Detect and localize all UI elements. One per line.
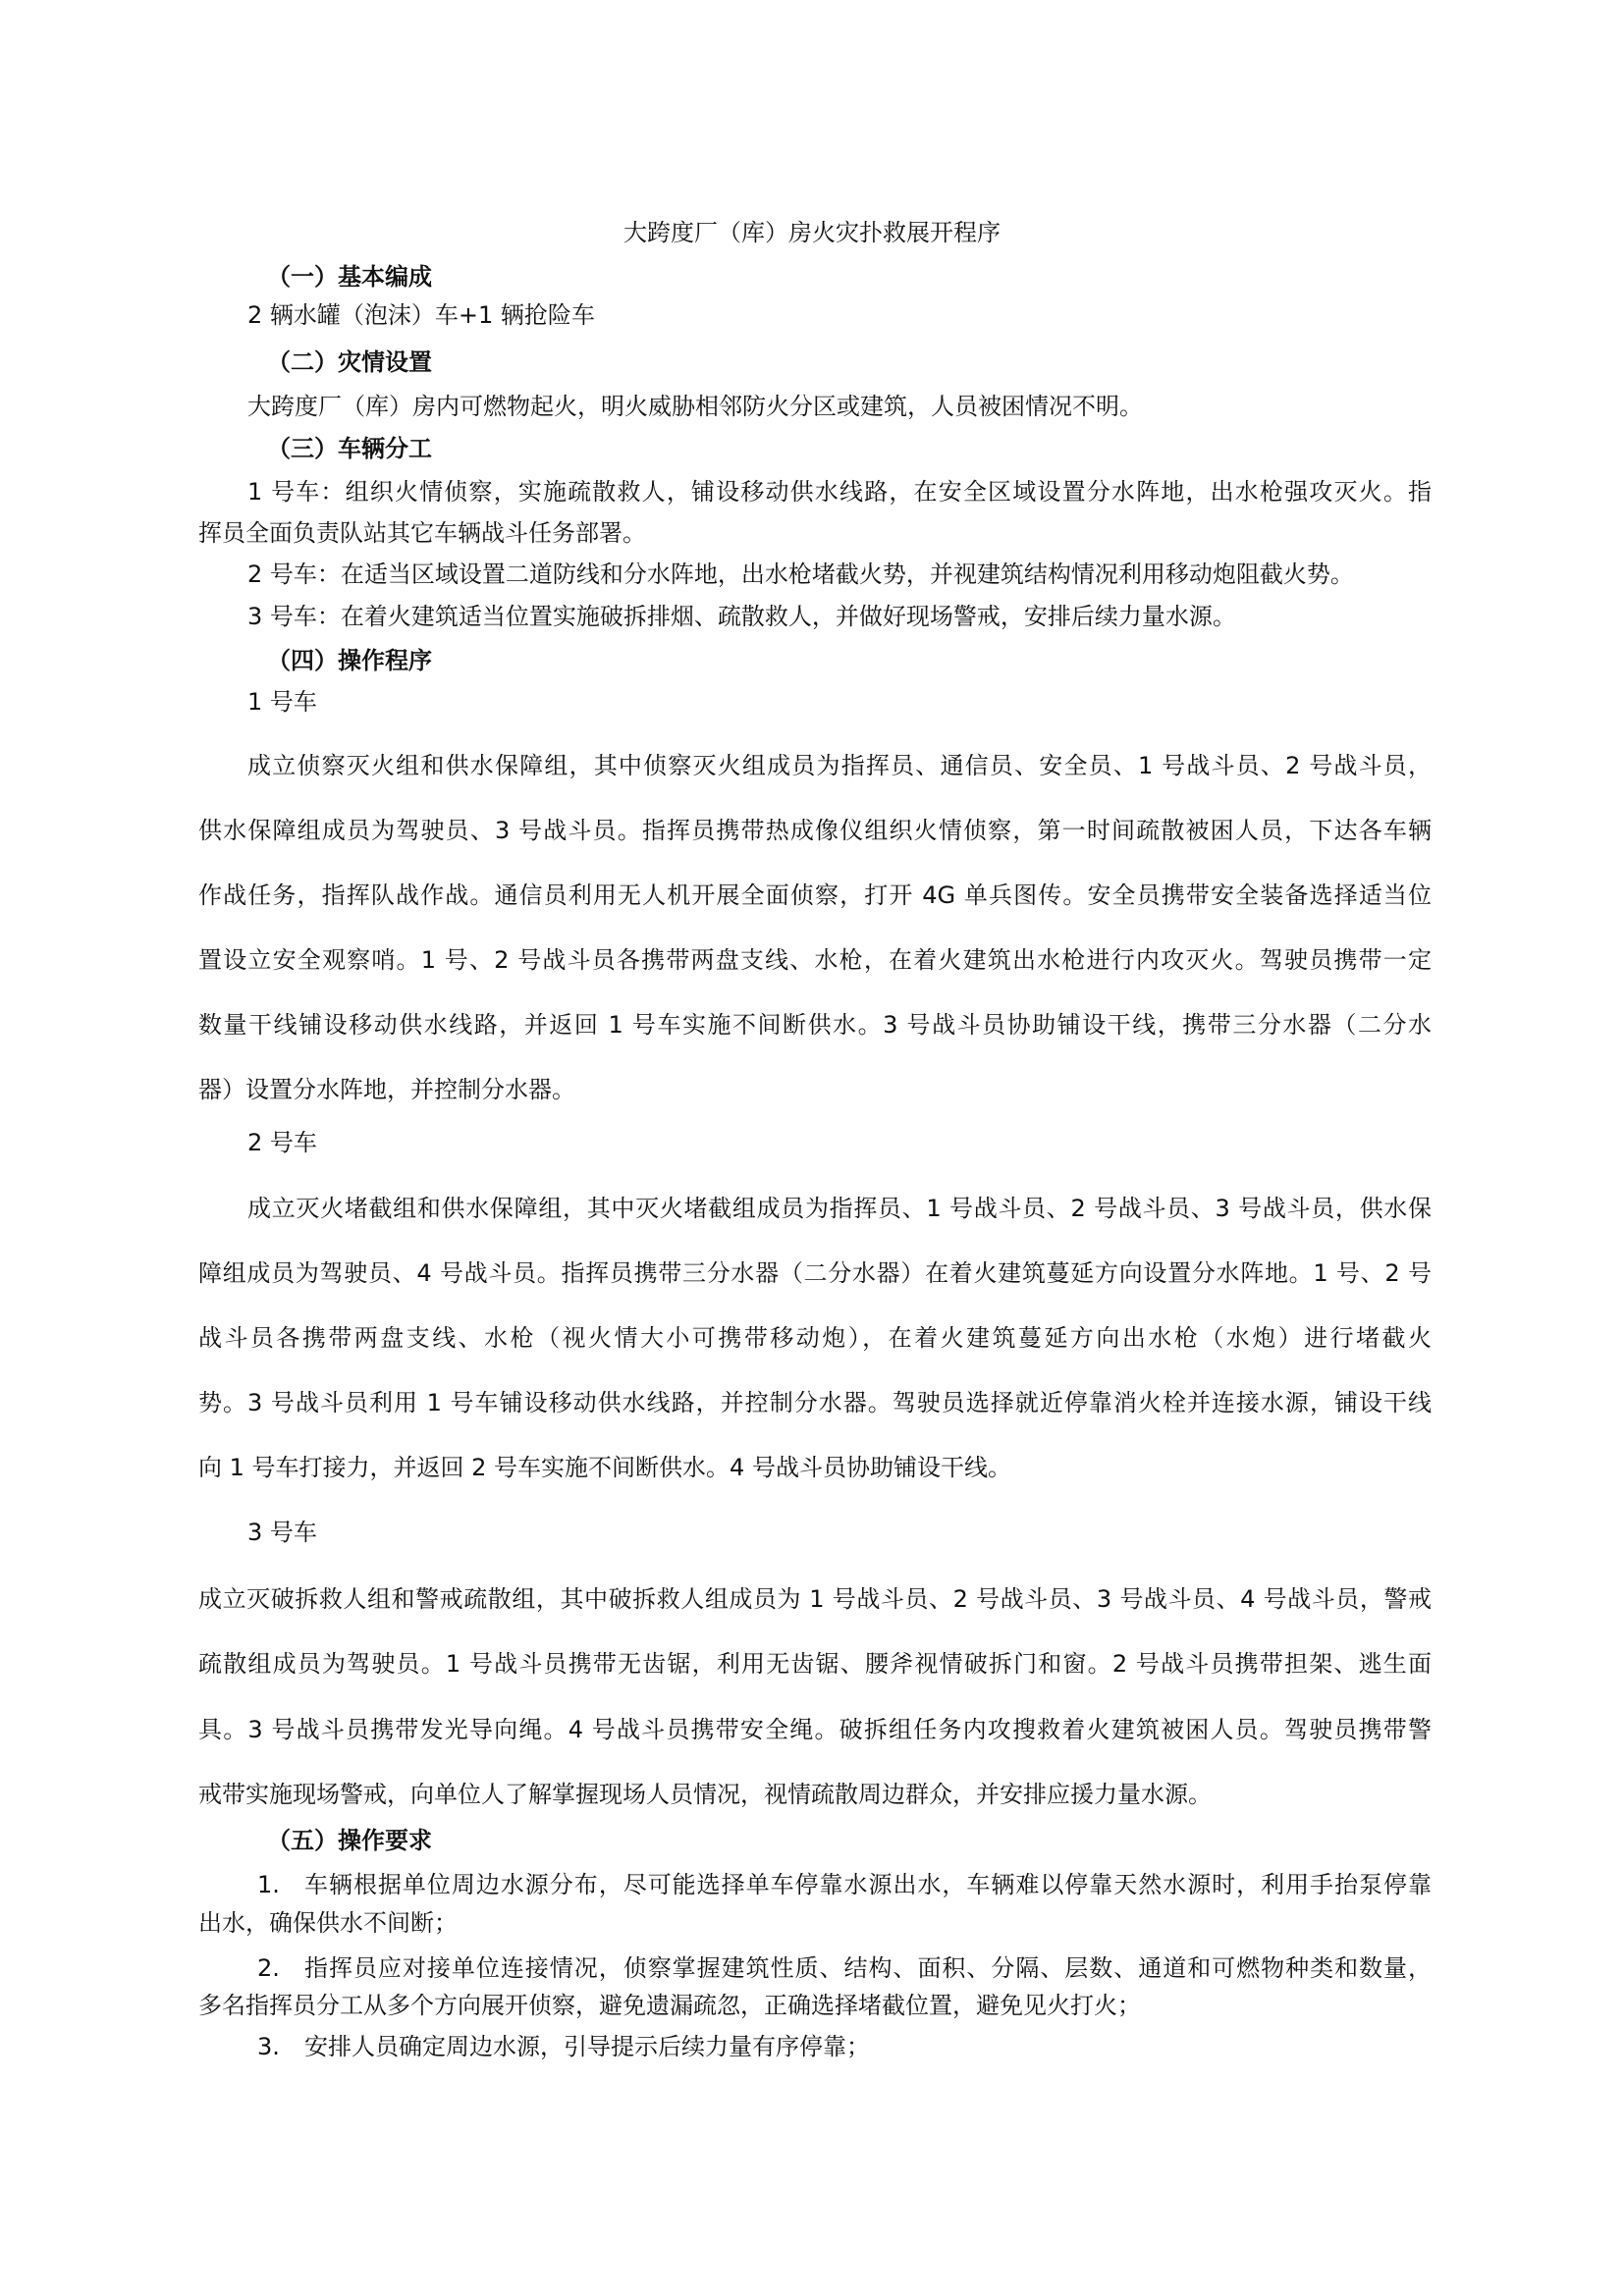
vehicle-label: 2 号车 [247,1129,317,1156]
procedure-line: 数量干线铺设移动供水线路，并返回 1 号车实施不间断供水。3 号战斗员协助铺设干线，携带三分水器（二分水 [198,1011,1432,1039]
procedure-line: 成立灭破拆救人组和警戒疏散组，其中破拆救人组成员为 1 号战斗员、2 号战斗员、3 号战斗员、4 号战斗员，警戒 [198,1585,1432,1613]
procedure-line: 置设立安全观察哨。1 号、2 号战斗员各携带两盘支线、水枪，在着火建筑出水枪进行内攻灭火。驾驶员携带一定 [198,946,1432,974]
basic-composition-text: 2 辆水罐（泡沫）车+1 辆抢险车 [247,301,595,329]
procedure-line: 成立侦察灭火组和供水保障组，其中侦察灭火组成员为指挥员、通信员、安全员、1 号战斗员、2 号战斗员， [247,752,1432,779]
vehicle-duty-line: 1 号车：组织火情侦察，实施疏散救人，铺设移动供水线路，在安全区域设置分水阵地，出水枪强攻灭火。指 [247,478,1432,506]
vehicle-duty-line: 挥员全面负责队站其它车辆战斗任务部署。 [198,519,646,547]
list-number: 3. [257,2033,280,2060]
procedure-line: 器）设置分水阵地，并控制分水器。 [198,1076,575,1103]
requirement-line: 出水，确保供水不间断； [198,1909,458,1937]
procedure-line: 障组成员为驾驶员、4 号战斗员。指挥员携带三分水器（二分水器）在着火建筑蔓延方向设置分水阵地。1 号、2 号 [198,1259,1432,1287]
section-heading: （四）操作程序 [267,647,432,674]
procedure-line: 作战任务，指挥队战作战。通信员利用无人机开展全面侦察，打开 4G 单兵图传。安全员携带安全装备选择适当位 [198,881,1432,909]
procedure-line: 具。3 号战斗员携带发光导向绳。4 号战斗员携带安全绳。破拆组任务内攻搜救着火建筑被困人员。驾驶员携带警 [198,1716,1432,1743]
list-number: 2. [257,1954,280,1982]
procedure-line: 供水保障组成员为驾驶员、3 号战斗员。指挥员携带热成像仪组织火情侦察，第一时间疏散被困人员，下达各车辆 [198,817,1432,844]
section-heading: （一）基本编成 [267,263,432,291]
section-heading: （二）灾情设置 [267,348,432,376]
procedure-line: 疏散组成员为驾驶员。1 号战斗员携带无齿锯，利用无齿锯、腰斧视情破拆门和窗。2 号战斗员携带担架、逃生面 [198,1650,1432,1678]
vehicle-label: 1 号车 [247,688,317,716]
procedure-line: 战斗员各携带两盘支线、水枪（视火情大小可携带移动炮），在着火建筑蔓延方向出水枪（水炮）进行堵截火 [198,1324,1432,1352]
vehicle-label: 3 号车 [247,1519,317,1546]
document-title: 大跨度厂（库）房火灾扑救展开程序 [623,219,1001,246]
section-heading: （三）车辆分工 [267,435,432,462]
list-number: 1. [257,1871,280,1898]
procedure-line: 成立灭火堵截组和供水保障组，其中灭火堵截组成员为指挥员、1 号战斗员、2 号战斗员、3 号战斗员，供水保 [247,1195,1432,1222]
procedure-line: 向 1 号车打接力，并返回 2 号车实施不间断供水。4 号战斗员协助铺设干线。 [198,1454,1011,1481]
procedure-line: 戒带实施现场警戒，向单位人了解掌握现场人员情况，视情疏散周边群众，并安排应援力量水源。 [198,1781,1212,1808]
requirement-line: 安排人员确定周边水源，引导提示后续力量有序停靠； [304,2033,870,2060]
disaster-setting-text: 大跨度厂（库）房内可燃物起火，明火威胁相邻防火分区或建筑，人员被困情况不明。 [247,393,1143,420]
procedure-line: 势。3 号战斗员利用 1 号车铺设移动供水线路，并控制分水器。驾驶员选择就近停靠消火栓并连接水源，铺设干线 [198,1389,1432,1416]
section-heading: （五）操作要求 [267,1827,432,1854]
requirement-line: 指挥员应对接单位连接情况，侦察掌握建筑性质、结构、面积、分隔、层数、通道和可燃物种类和数量， [304,1954,1432,1982]
requirement-line: 多名指挥员分工从多个方向展开侦察，避免遗漏疏忽，正确选择堵截位置，避免见火打火； [198,1992,1141,2019]
requirement-line: 车辆根据单位周边水源分布，尽可能选择单车停靠水源出水，车辆难以停靠天然水源时，利用手抬泵停靠 [304,1871,1432,1898]
vehicle-duty-line: 2 号车：在适当区域设置二道防线和分水阵地，出水枪堵截火势，并视建筑结构情况利用移动炮阻截火势。 [247,561,1354,588]
vehicle-duty-line: 3 号车：在着火建筑适当位置实施破拆排烟、疏散救人，并做好现场警戒，安排后续力量水源。 [247,603,1236,630]
